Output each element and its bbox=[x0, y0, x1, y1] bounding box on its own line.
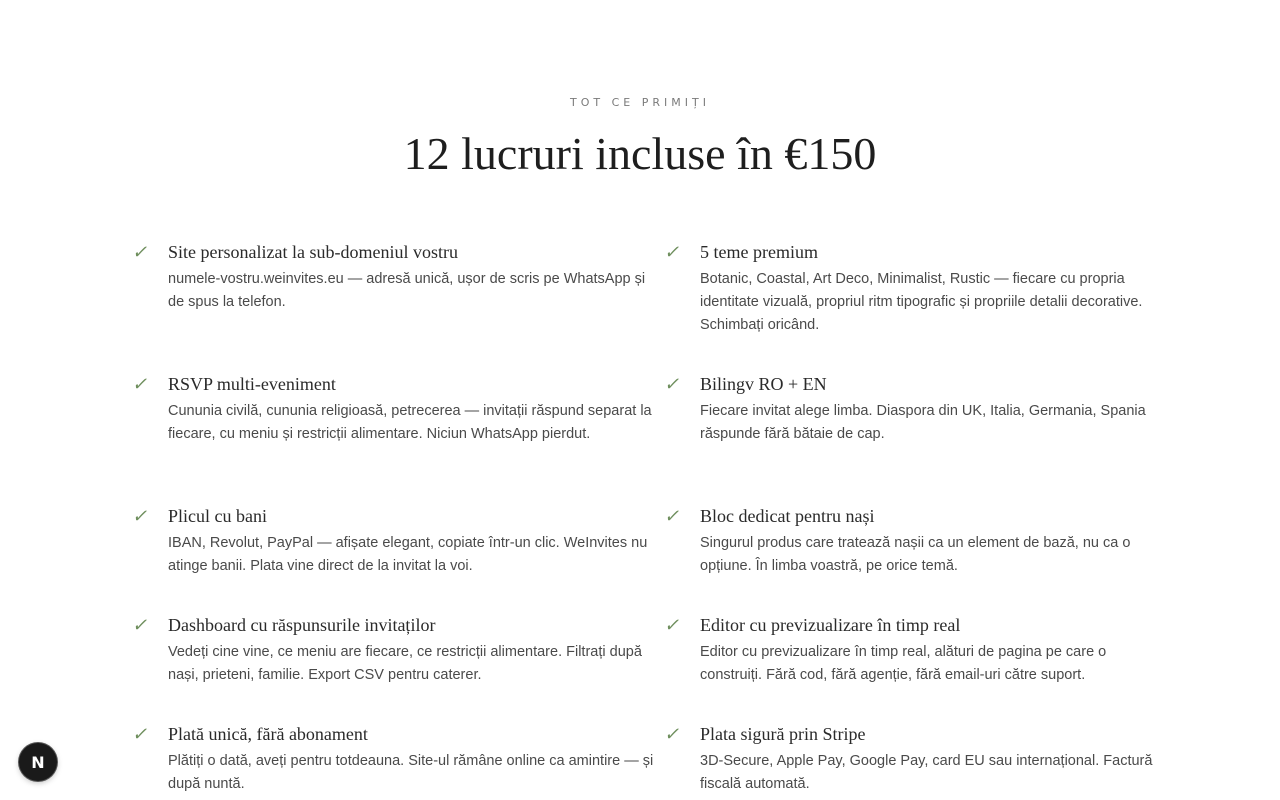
feature-item bbox=[132, 372, 664, 504]
feature-item bbox=[664, 504, 1156, 613]
badge-letter: N bbox=[31, 752, 45, 772]
check-icon: ✓ bbox=[664, 724, 680, 745]
check-icon: ✓ bbox=[664, 615, 680, 636]
feature-description: 3D-Secure, Apple Pay, Google Pay, card EU sau internațional. Factură fiscală automată. bbox=[700, 753, 1153, 792]
check-icon: ✓ bbox=[664, 242, 680, 263]
section-eyebrow: TOT CE PRIMIȚI bbox=[570, 96, 710, 109]
feature-item bbox=[132, 240, 664, 372]
feature-title: Plicul cu bani bbox=[168, 506, 267, 526]
feature-description: Editor cu previzualizare în timp real, alături de pagina pe care o construiți. Fără cod, fără agenție, fără email-uri către suport. bbox=[700, 644, 1107, 683]
feature-title: Bloc dedicat pentru nași bbox=[700, 506, 875, 526]
check-icon: ✓ bbox=[132, 242, 148, 263]
feature-description: IBAN, Revolut, PayPal — afișate elegant, copiate într-un clic. WeInvites nu atinge banii. Plata vine direct de la invitat la voi. bbox=[168, 535, 648, 574]
feature-description: Cununia civilă, cununia religioasă, petrecerea — invitații răspund separat la fiecare, cu meniu și restricții alimentare. Niciun WhatsApp pierdut. bbox=[168, 403, 652, 442]
check-icon: ✓ bbox=[132, 615, 148, 636]
check-icon: ✓ bbox=[132, 506, 148, 527]
feature-title: Dashboard cu răspunsurile invitaților bbox=[168, 615, 436, 635]
feature-item bbox=[664, 240, 1156, 372]
feature-item bbox=[664, 613, 1156, 722]
check-icon: ✓ bbox=[664, 374, 680, 395]
section-headline: 12 lucruri incluse în €150 bbox=[403, 128, 877, 179]
feature-title: RSVP multi-eveniment bbox=[168, 374, 336, 394]
feature-title: Site personalizat la sub-domeniul vostru bbox=[168, 242, 458, 262]
feature-description: Vedeți cine vine, ce meniu are fiecare, ce restricții alimentare. Filtrați după nași, prieteni, familie. Export CSV pentru caterer. bbox=[168, 644, 642, 683]
feature-title: Plata sigură prin Stripe bbox=[700, 724, 866, 744]
feature-item bbox=[132, 504, 664, 613]
feature-title: Plată unică, fără abonament bbox=[168, 724, 368, 744]
feature-description: Fiecare invitat alege limba. Diaspora din UK, Italia, Germania, Spania răspunde fără bătaie de cap. bbox=[700, 403, 1146, 442]
feature-item bbox=[664, 722, 1156, 800]
feature-title: Editor cu previzualizare în timp real bbox=[700, 615, 961, 635]
feature-title: Bilingv RO + EN bbox=[700, 374, 827, 394]
feature-description: Plătiți o dată, aveți pentru totdeauna. Site-ul rămâne online ca amintire — și după nuntă. bbox=[168, 753, 654, 792]
feature-title: 5 teme premium bbox=[700, 242, 818, 262]
feature-description: Singurul produs care tratează nașii ca un element de bază, nu ca o opțiune. În limba voastră, pe orice temă. bbox=[700, 535, 1131, 574]
check-icon: ✓ bbox=[132, 724, 148, 745]
check-icon: ✓ bbox=[664, 506, 680, 527]
feature-item bbox=[132, 613, 664, 722]
features-grid bbox=[132, 240, 1156, 800]
check-icon: ✓ bbox=[132, 374, 148, 395]
feature-description: numele-vostru.weinvites.eu — adresă unică, ușor de scris pe WhatsApp și de spus la telefon. bbox=[168, 271, 646, 310]
nextjs-dev-badge-icon[interactable] bbox=[19, 743, 57, 781]
feature-item bbox=[664, 372, 1156, 504]
feature-item bbox=[132, 722, 664, 800]
feature-description: Botanic, Coastal, Art Deco, Minimalist, Rustic — fiecare cu propria identitate vizuală, propriul ritm tipografic și propriile detalii decorative. Schimbați oricând. bbox=[700, 271, 1143, 333]
